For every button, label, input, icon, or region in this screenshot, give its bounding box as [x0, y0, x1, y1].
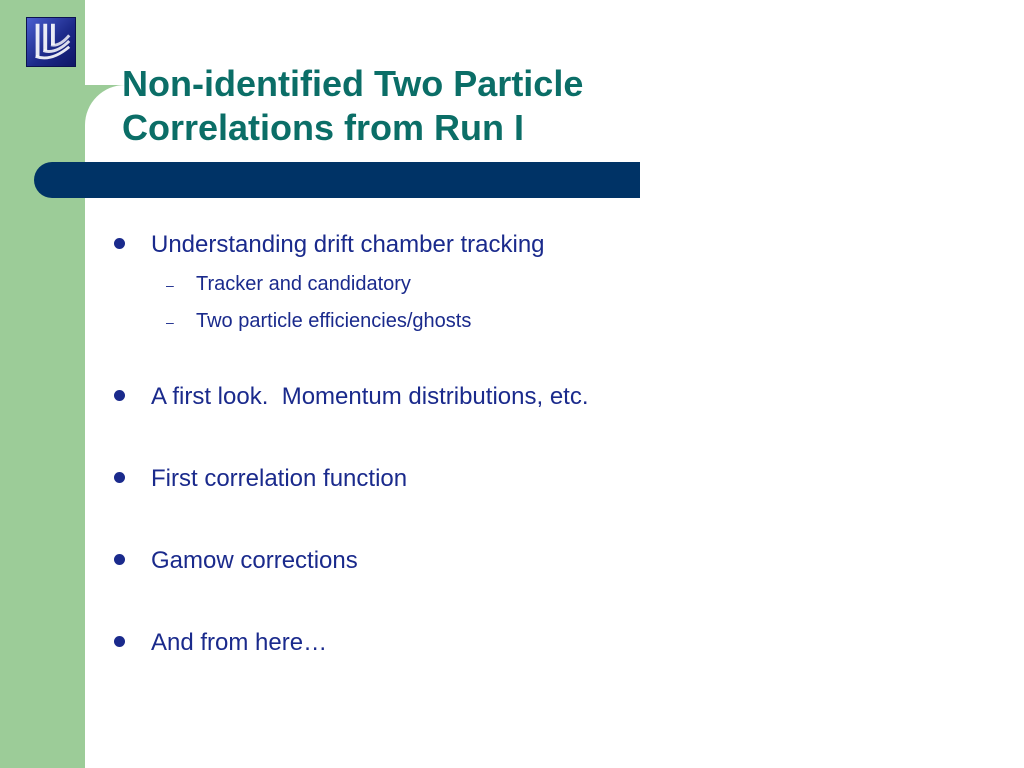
sub-bullet-item	[166, 271, 411, 298]
dash-icon: –	[166, 277, 174, 293]
bullet-text: A first look. Momentum distributions, etc.	[151, 383, 589, 410]
bullet-dot-icon	[114, 238, 125, 249]
bullet-text: And from here…	[151, 629, 328, 656]
bullet-dot-icon	[114, 554, 125, 565]
bullet-dot-icon	[114, 390, 125, 401]
bullet-text: Understanding drift chamber tracking	[151, 231, 545, 258]
bullet-dot-icon	[114, 472, 125, 483]
bullet-text: First correlation function	[151, 465, 408, 492]
sub-bullet-text: Tracker and candidatory	[196, 273, 411, 295]
bullet-dot-icon	[114, 636, 125, 647]
sub-bullet-item	[166, 308, 471, 335]
bullet-item	[114, 230, 545, 260]
bullet-item	[114, 382, 589, 412]
bullet-text: Gamow corrections	[151, 547, 358, 574]
slide-title-line-1: Non-identified Two Particle	[122, 63, 584, 104]
slide-title-line-2: Correlations from Run I	[122, 107, 525, 148]
bullet-item	[114, 628, 327, 658]
sub-bullet-text: Two particle efficiencies/ghosts	[196, 310, 472, 332]
dash-icon: –	[166, 314, 174, 330]
bullet-item	[114, 546, 358, 576]
bullet-item	[114, 464, 407, 494]
